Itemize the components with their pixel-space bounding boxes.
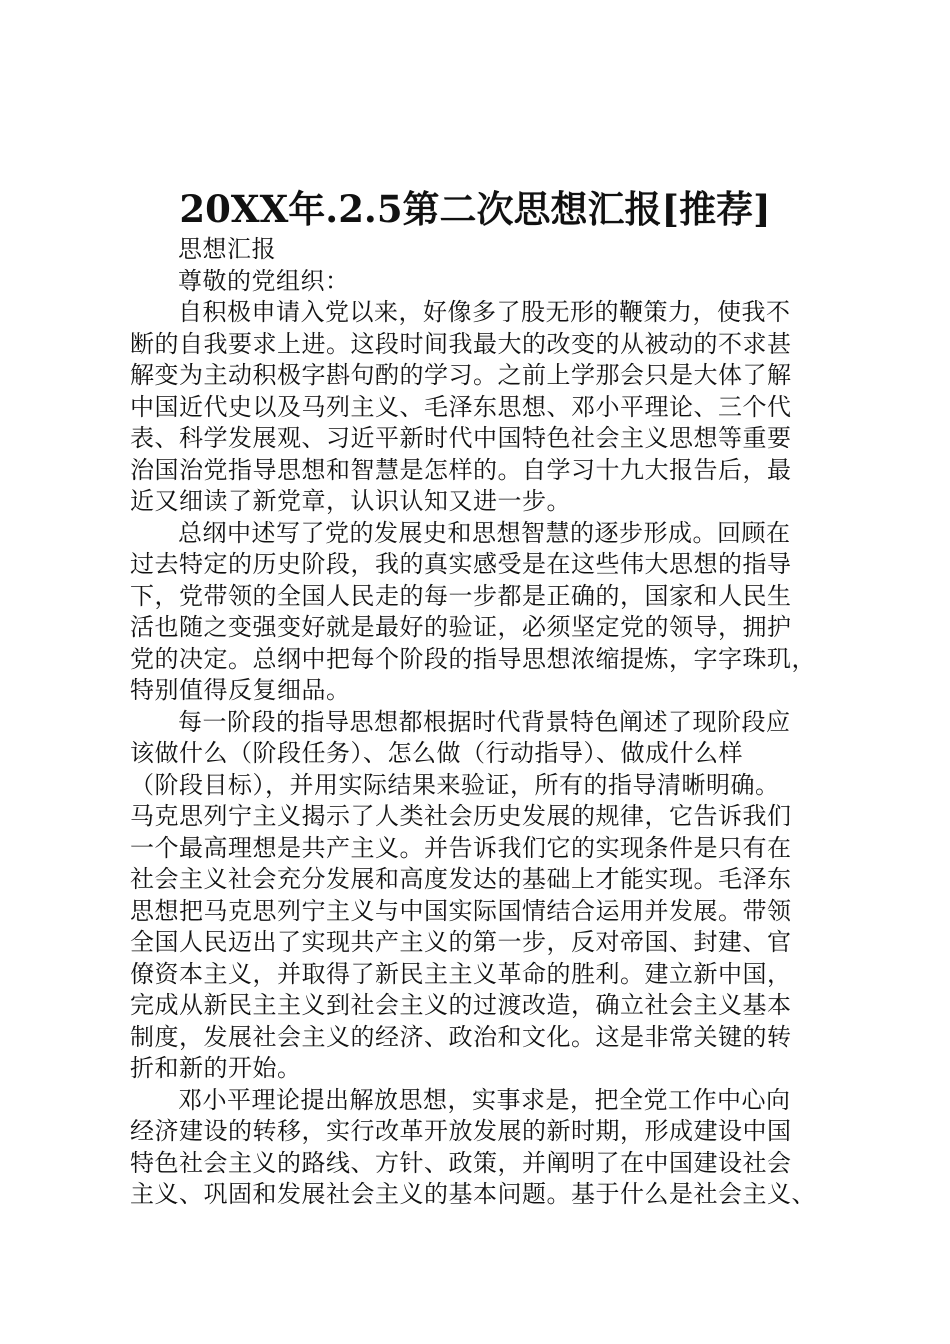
text-line: 马克思列宁主义揭示了人类社会历史发展的规律，它告诉我们	[130, 802, 792, 830]
paragraph-2	[130, 518, 842, 707]
text-line: 特别值得反复细品。	[130, 676, 351, 704]
text-line: （阶段目标），并用实际结果来验证，所有的指导清晰明确。	[130, 770, 780, 799]
text-line: 党的决定。总纲中把每个阶段的指导思想浓缩提炼，字字珠玑，	[130, 644, 816, 673]
text-line: 特色社会主义的路线、方针、政策，并阐明了在中国建设社会	[130, 1148, 792, 1177]
salutation: 尊敬的党组织：	[178, 266, 350, 295]
paragraph-3	[130, 707, 842, 1085]
text-line: 解变为主动积极字斟句酌的学习。之前上学那会只是大体了解	[130, 361, 792, 389]
paragraph-4	[130, 1085, 842, 1211]
text-line: 表、科学发展观、习近平新时代中国特色社会主义思想等重要	[130, 424, 792, 452]
text-line: 僚资本主义，并取得了新民主主义革命的胜利。建立新中国，	[130, 959, 792, 988]
text-line: 每一阶段的指导思想都根据时代背景特色阐述了现阶段应	[178, 707, 791, 736]
text-line: 近又细读了新党章，认识认知又进一步。	[130, 487, 571, 515]
text-line: 思想把马克思列宁主义与中国实际国情结合运用并发展。带领	[130, 896, 792, 925]
text-line: 断的自我要求上进。这段时间我最大的改变的从被动的不求甚	[130, 329, 792, 358]
text-line: 一个最高理想是共产主义。并告诉我们它的实现条件是只有在	[130, 833, 792, 862]
document-body	[130, 234, 842, 1211]
text-line: 下，党带领的全国人民走的每一步都是正确的，国家和人民生	[130, 581, 792, 610]
text-line: 过去特定的历史阶段，我的真实感受是在这些伟大思想的指导	[130, 550, 792, 578]
text-line: 社会主义社会充分发展和高度发达的基础上才能实现。毛泽东	[130, 865, 792, 893]
text-line: 全国人民迈出了实现共产主义的第一步，反对帝国、封建、官	[130, 928, 792, 956]
text-line: 主义、巩固和发展社会主义的基本问题。基于什么是社会主义、	[130, 1180, 816, 1208]
text-line: 自积极申请入党以来，好像多了股无形的鞭策力，使我不	[178, 298, 791, 326]
text-line: 邓小平理论提出解放思想，实事求是，把全党工作中心向	[178, 1085, 791, 1114]
text-line: 该做什么（阶段任务）、怎么做（行动指导）、做成什么样	[130, 739, 743, 767]
document-heading: 思想汇报	[178, 235, 276, 263]
text-line: 活也随之变强变好就是最好的验证，必须坚定党的领导，拥护	[130, 613, 792, 641]
text-line: 治国治党指导思想和智慧是怎样的。自学习十九大报告后，最	[130, 455, 792, 484]
text-line: 制度，发展社会主义的经济、政治和文化。这是非常关键的转	[130, 1022, 792, 1051]
document-title: 20XX年.2.5第二次思想汇报[推荐]	[179, 187, 771, 231]
text-line: 完成从新民主主义到社会主义的过渡改造，确立社会主义基本	[130, 991, 792, 1019]
text-line: 总纲中述写了党的发展史和思想智慧的逐步形成。回顾在	[178, 518, 791, 547]
text-line: 经济建设的转移，实行改革开放发展的新时期，形成建设中国	[130, 1117, 792, 1145]
text-line: 折和新的开始。	[130, 1054, 302, 1082]
text-line: 中国近代史以及马列主义、毛泽东思想、邓小平理论、三个代	[130, 392, 792, 421]
paragraph-1	[130, 297, 842, 518]
